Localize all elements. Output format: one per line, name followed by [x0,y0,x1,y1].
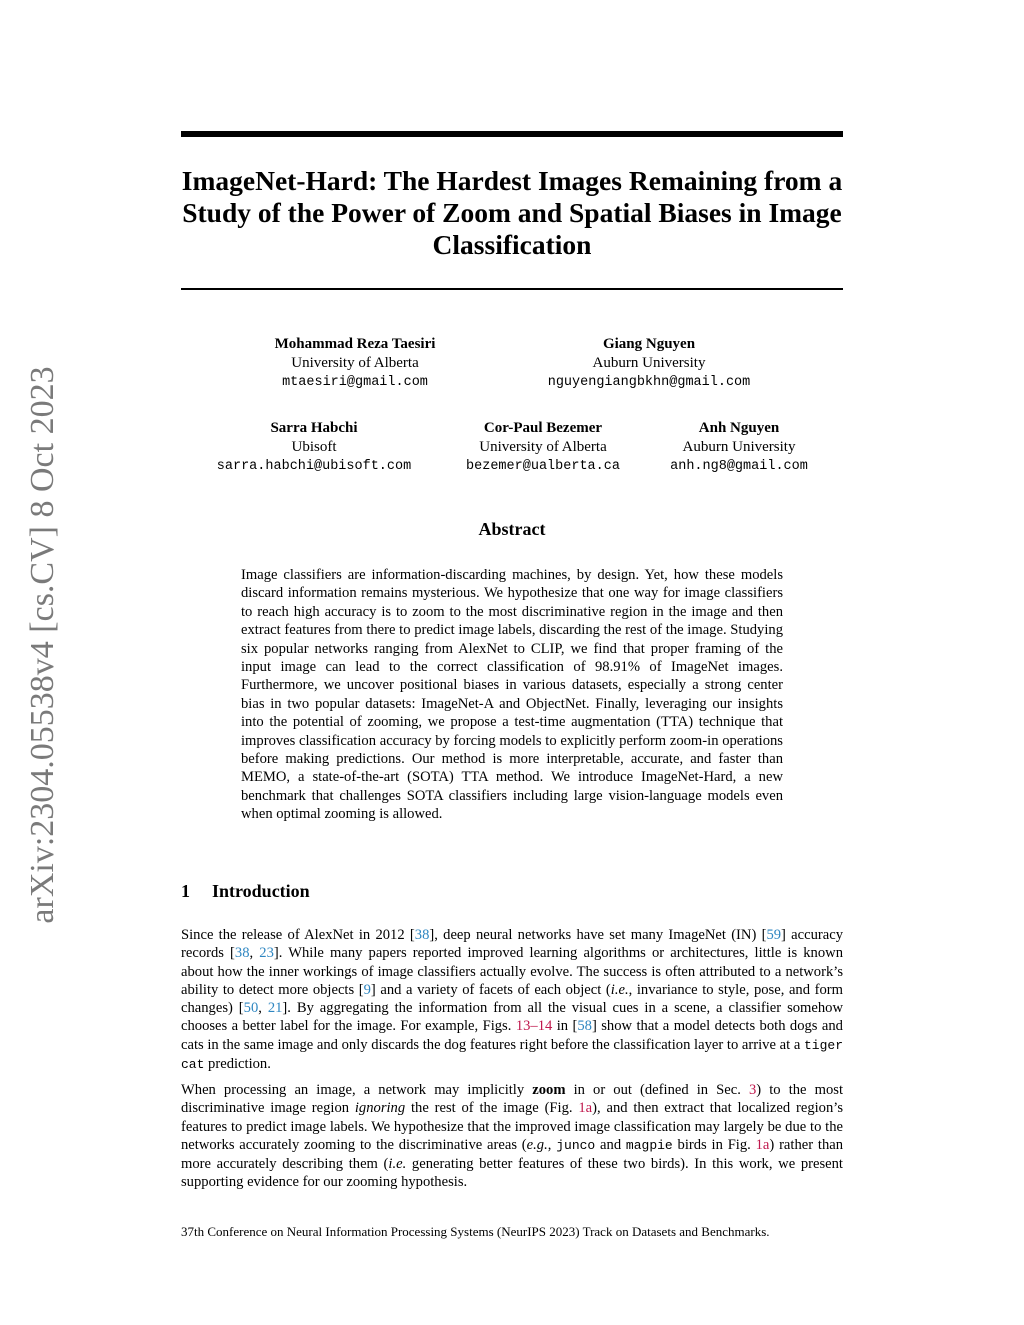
text-run: ) to the most discriminative image region [181,1082,843,1117]
citation-link[interactable]: 59 [766,927,782,943]
author-affiliation: University of Alberta [291,355,419,371]
figure-ref-link[interactable]: 1a [578,1100,593,1117]
text-run: , [547,1136,557,1153]
code-term: junco [556,1137,596,1153]
text-run: , [249,945,260,962]
italic-text: i.e. [388,1156,407,1173]
author-email[interactable]: sarra.habchi@ubisoft.com [216,459,412,474]
text-run: ], deep neural networks have set many ImageNet (IN) [ [429,927,767,943]
citation-link[interactable]: 58 [577,1018,592,1035]
author-affiliation: Auburn University [682,439,796,455]
text-run: ) rather than more accurately describing them ( [181,1136,844,1173]
text-run: the rest of the image (Fig. [405,1100,579,1117]
intro-paragraph-2 [181,1081,843,1192]
author-name: Cor-Paul Bezemer [483,420,603,436]
author-email[interactable]: mtaesiri@gmail.com [282,375,428,390]
author-affiliation: Ubisoft [291,439,337,455]
section-ref-link[interactable]: 3 [749,1082,757,1098]
text-run: birds in Fig. [672,1136,756,1153]
intro-paragraph-1 [181,926,843,1074]
bold-term: zoom [532,1082,566,1098]
author-email[interactable]: bezemer@ualberta.ca [466,459,620,474]
text-run: and [595,1136,626,1153]
text-run: prediction. [204,1056,271,1073]
title-top-rule [181,131,843,137]
text-run: When processing an image, a network may implicitly [181,1082,533,1098]
citation-link[interactable]: 21 [267,1000,283,1017]
title-bottom-rule [181,288,843,290]
abstract-text: Image classifiers are information-discarding machines, by design. Yet, how these models discard information remains mysterious. We hypothesize that one way for image classifiers to reach high accuracy is to zoom to the most discriminative region in the image and then extract features from there to predict image labels, discarding the rest of the image. Studying six popular networks ranging from AlexNet to CLIP, we find that proper framing of the input image can lead to the correct classification of 98.91% of ImageNet images. Furthermore, we uncover positional biases in various datasets, especially a strong center bias in two popular datasets: ImageNet-A and ObjectNet. Finally, leveraging our insights into the potential of zooming, we propose a test-time augmentation (TTA) technique that improves classification accuracy by forcing models to explicitly perform zoom-in operations before making predictions. Our method is more interpretable, accurate, and faster than MEMO, a state-of-the-art (SOTA) TTA method. We introduce ImageNet-Hard, a new benchmark that challenges SOTA classifiers including large vision-language models even when optimal zooming is allowed. [241,567,783,823]
text-run: , invariance to style, pose, and form changes) [ [181,981,843,1017]
figure-ref-link[interactable]: 1a [755,1136,770,1153]
paper-title: ImageNet-Hard: The Hardest Images Remaining from a Study of the Power of Zoom and Spatial Biases in Image Classification [181,165,843,260]
abstract-heading: Abstract [478,519,546,539]
section-title: Introduction [212,881,310,901]
author-name: Sarra Habchi [270,420,358,436]
citation-link[interactable]: 38 [414,927,430,943]
code-term: tiger cat [181,1037,843,1073]
italic-text: e.g. [526,1136,548,1153]
arxiv-identifier: arXiv:2304.05538v4 [cs.CV] 8 Oct 2023 [24,366,61,924]
text-run: ] show that a model detects both dogs and cats in the same image and only discards the dog features right before the classification layer to arrive at a [181,1018,843,1053]
text-run: in or out (defined in Sec. [565,1082,749,1098]
citation-link[interactable]: 9 [363,981,371,998]
citation-link[interactable]: 38 [234,945,250,962]
author-block [519,335,779,392]
author-block [448,419,638,476]
text-run: ]. By aggregating the information from all the visual cues in a scene, a classifier somehow chooses a better label for the image. For example, Figs. [181,1000,844,1035]
text-run: in [ [552,1018,578,1035]
italic-text: ignoring [354,1100,406,1117]
section-number: 1 [181,881,190,901]
section-heading [181,881,310,902]
text-run: Since the release of AlexNet in 2012 [ [181,927,415,943]
text-run: , [258,1000,268,1017]
text-run: generating better features of these two birds). In this work, we present supporting evidence for our zooming hypothesis. [181,1156,843,1191]
text-run: ), and then extract that localized region’s features to predict image labels. We hypothesize that the improved image classification may largely be due to the networks accurately zooming to the discriminative areas ( [181,1100,844,1153]
author-block [245,335,465,392]
author-affiliation: Auburn University [592,355,706,371]
author-name: Mohammad Reza Taesiri [274,336,436,352]
text-run: ] and a variety of facets of each object ( [370,981,611,998]
citation-link[interactable]: 50 [243,1000,259,1017]
author-name: Anh Nguyen [698,420,780,436]
author-block [654,419,824,476]
italic-text: i.e. [610,981,629,998]
author-email[interactable]: nguyengiangbkhn@gmail.com [547,375,751,390]
author-affiliation: University of Alberta [479,439,607,455]
text-run: ]. While many papers reported improved learning algorithms or architectures, little is known about how the inner workings of image classifiers actually evolve. The success is often attributed to a network’s ability to detect more objects [ [181,945,843,998]
author-name: Giang Nguyen [602,336,696,352]
figure-ref-link[interactable]: 13–14 [515,1018,553,1035]
conference-footnote: 37th Conference on Neural Information Processing Systems (NeurIPS 2023) Track on Datasets and Benchmarks. [181,1224,770,1239]
text-run: ] accuracy records [ [181,927,843,962]
author-block [199,419,429,476]
code-term: magpie [625,1137,673,1153]
citation-link[interactable]: 23 [259,945,274,962]
author-email[interactable]: anh.ng8@gmail.com [670,459,808,474]
